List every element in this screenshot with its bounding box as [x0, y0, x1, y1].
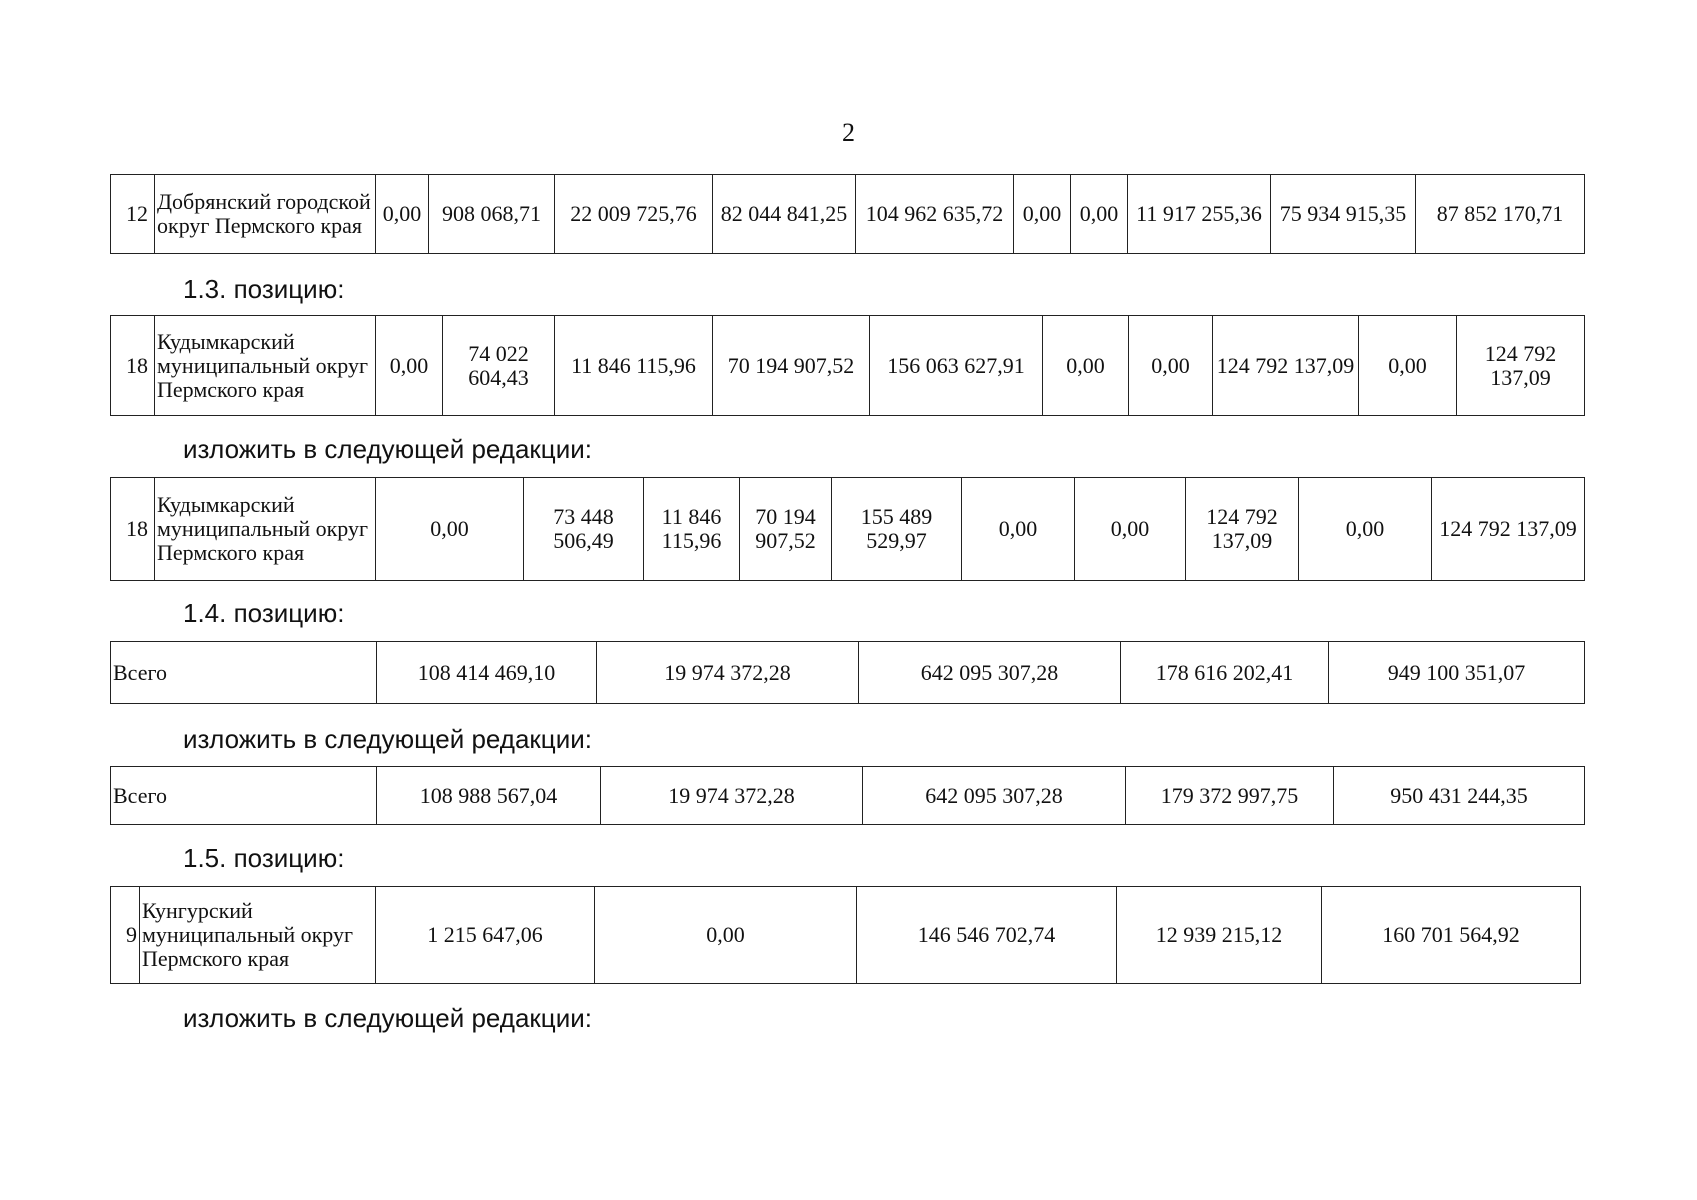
cell-value: 0,00 — [1014, 175, 1071, 254]
cell-value: 146 546 702,74 — [857, 887, 1117, 984]
table-row — [111, 767, 1585, 825]
cell-value: 0,00 — [1129, 316, 1213, 416]
cell-value: 950 431 244,35 — [1334, 767, 1585, 825]
municipality-name: Добрянский городской округ Пермского края — [155, 175, 376, 254]
row-number: 18 — [111, 478, 155, 581]
cell-value: 108 988 567,04 — [377, 767, 601, 825]
cell-value: 124 792 137,09 — [1432, 478, 1585, 581]
cell-value: 108 414 469,10 — [377, 642, 597, 704]
cell-value: 73 448 506,49 — [524, 478, 644, 581]
table-row — [111, 887, 1581, 984]
table-row — [111, 175, 1585, 254]
cell-value: 70 194 907,52 — [713, 316, 870, 416]
heading-1-3: 1.3. позицию: — [183, 274, 345, 304]
cell-value: 0,00 — [1043, 316, 1129, 416]
cell-value: 179 372 997,75 — [1126, 767, 1334, 825]
cell-value: 156 063 627,91 — [870, 316, 1043, 416]
cell-value: 0,00 — [376, 478, 524, 581]
cell-value: 75 934 915,35 — [1271, 175, 1416, 254]
cell-value: 70 194 907,52 — [740, 478, 832, 581]
cell-value: 642 095 307,28 — [863, 767, 1126, 825]
table-row — [111, 316, 1585, 416]
cell-value: 87 852 170,71 — [1416, 175, 1585, 254]
cell-value: 124 792 137,09 — [1213, 316, 1359, 416]
municipality-name: Кунгурский муниципальный округ Пермского края — [140, 887, 376, 984]
cell-value: 178 616 202,41 — [1121, 642, 1329, 704]
edit-instruction-3: изложить в следующей редакции: — [183, 1003, 592, 1033]
row-number: 12 — [111, 175, 155, 254]
municipality-name: Кудымкарский муниципальный округ Пермского края — [155, 478, 376, 581]
cell-value: 160 701 564,92 — [1322, 887, 1581, 984]
edit-instruction-1: изложить в следующей редакции: — [183, 434, 592, 464]
table-row — [111, 642, 1585, 704]
total-label: Всего — [111, 642, 377, 704]
cell-value: 11 846 115,96 — [644, 478, 740, 581]
cell-value: 124 792 137,09 — [1186, 478, 1299, 581]
cell-value: 0,00 — [1299, 478, 1432, 581]
cell-value: 11 846 115,96 — [555, 316, 713, 416]
cell-value: 22 009 725,76 — [555, 175, 713, 254]
cell-value: 642 095 307,28 — [859, 642, 1121, 704]
cell-value: 0,00 — [1071, 175, 1128, 254]
cell-value: 0,00 — [376, 175, 429, 254]
cell-value: 155 489 529,97 — [832, 478, 962, 581]
table-row-12 — [110, 174, 1585, 254]
cell-value: 1 215 647,06 — [376, 887, 595, 984]
row-number: 9 — [111, 887, 140, 984]
cell-value: 124 792 137,09 — [1457, 316, 1585, 416]
cell-value: 949 100 351,07 — [1329, 642, 1585, 704]
cell-value: 12 939 215,12 — [1117, 887, 1322, 984]
table-total-old — [110, 641, 1585, 704]
cell-value: 0,00 — [1075, 478, 1186, 581]
cell-value: 0,00 — [595, 887, 857, 984]
cell-value: 19 974 372,28 — [597, 642, 859, 704]
cell-value: 11 917 255,36 — [1128, 175, 1271, 254]
cell-value: 0,00 — [962, 478, 1075, 581]
table-row-9 — [110, 886, 1581, 984]
heading-1-4: 1.4. позицию: — [183, 598, 345, 628]
heading-1-5: 1.5. позицию: — [183, 843, 345, 873]
cell-value: 908 068,71 — [429, 175, 555, 254]
cell-value: 0,00 — [376, 316, 443, 416]
total-label: Всего — [111, 767, 377, 825]
cell-value: 82 044 841,25 — [713, 175, 856, 254]
cell-value: 104 962 635,72 — [856, 175, 1014, 254]
table-row-18-new — [110, 477, 1585, 581]
cell-value: 0,00 — [1359, 316, 1457, 416]
edit-instruction-2: изложить в следующей редакции: — [183, 724, 592, 754]
cell-value: 74 022 604,43 — [443, 316, 555, 416]
table-total-new — [110, 766, 1585, 825]
table-row — [111, 478, 1585, 581]
municipality-name: Кудымкарский муниципальный округ Пермского края — [155, 316, 376, 416]
cell-value: 19 974 372,28 — [601, 767, 863, 825]
row-number: 18 — [111, 316, 155, 416]
page-number: 2 — [842, 118, 855, 147]
table-row-18-old — [110, 315, 1585, 416]
